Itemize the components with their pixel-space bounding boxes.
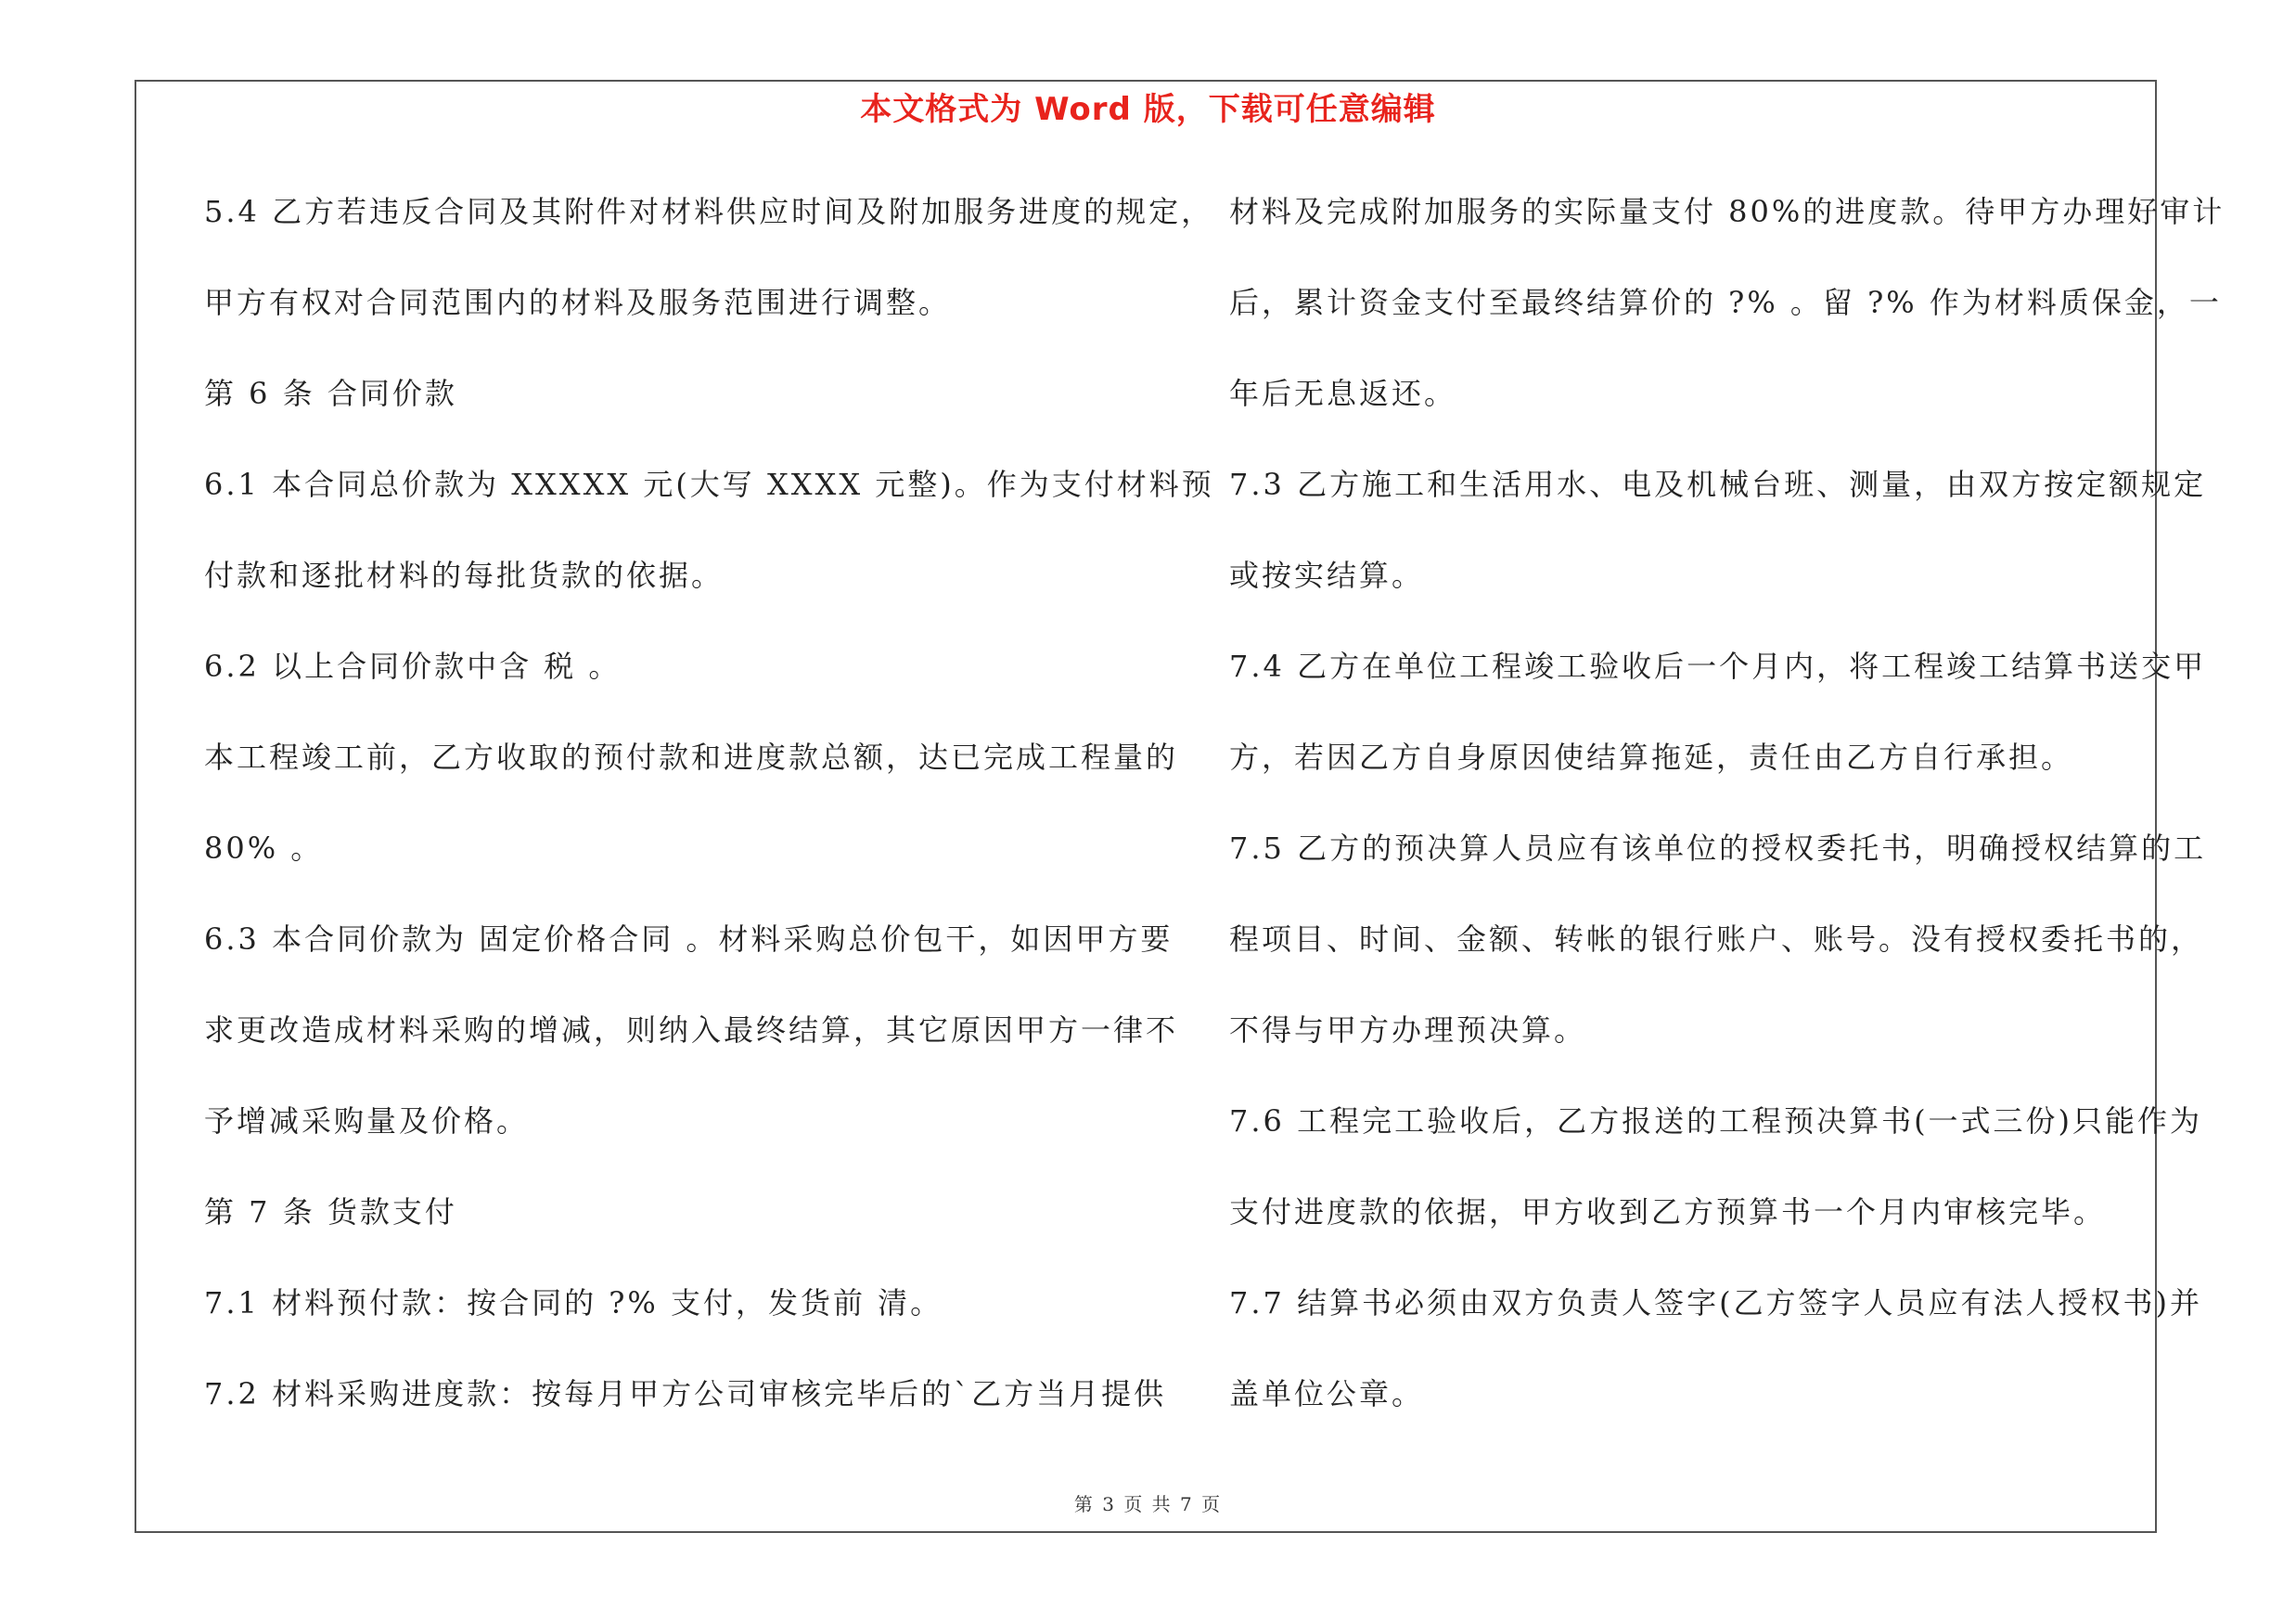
document-header-notice: 本文格式为 Word 版，下载可任意编辑 [860,91,1436,128]
right-line-3: 年后无息返还。 [1229,376,1457,411]
left-line-6: 6.2 以上合同价款中含 税 。 [204,649,622,684]
right-line-9: 程项目、时间、金额、转帐的银行账户、账号。没有授权委托书的， [1229,921,2204,957]
left-section-heading-6: 第 6 条 合同价款 [204,376,457,411]
right-line-7: 方，若因乙方自身原因使结算拖延，责任由乙方自行承担。 [1229,740,2074,775]
right-line-4: 7.3 乙方施工和生活用水、电及机械台班、测量，由双方按定额规定 [1229,467,2207,502]
left-line-13: 7.1 材料预付款：按合同的 ?% 支付，发货前 清。 [204,1285,943,1320]
left-line-2: 甲方有权对合同范围内的材料及服务范围进行调整。 [204,285,952,320]
right-line-10: 不得与甲方办理预决算。 [1229,1012,1587,1048]
left-line-9: 6.3 本合同价款为 固定价格合同 。材料采购总价包干，如因甲方要 [204,921,1174,957]
left-line-5: 付款和逐批材料的每批货款的依据。 [204,558,725,593]
left-line-14: 7.2 材料采购进度款：按每月甲方公司审核完毕后的`乙方当月提供 [204,1376,1167,1411]
left-line-4: 6.1 本合同总价款为 XXXXX 元(大写 XXXX 元整)。作为支付材料预 [204,467,1214,502]
right-line-1: 材料及完成附加服务的实际量支付 80%的进度款。待甲方办理好审计 [1229,194,2225,229]
left-line-1: 5.4 乙方若违反合同及其附件对材料供应时间及附加服务进度的规定， [204,194,1214,229]
right-line-5: 或按实结算。 [1229,558,1425,593]
left-section-heading-7: 第 7 条 货款支付 [204,1194,457,1230]
left-line-8: 80% 。 [204,831,324,866]
right-line-12: 支付进度款的依据，甲方收到乙方预算书一个月内审核完毕。 [1229,1194,2107,1230]
right-line-2: 后，累计资金支付至最终结算价的 ?% 。留 ?% 作为材料质保金，一 [1229,285,2222,320]
right-line-14: 盖单位公章。 [1229,1376,1425,1411]
left-line-10: 求更改造成材料采购的增减，则纳入最终结算，其它原因甲方一律不 [204,1012,1179,1048]
left-line-11: 予增减采购量及价格。 [204,1103,530,1139]
left-line-7: 本工程竣工前，乙方收取的预付款和进度款总额，达已完成工程量的 [204,740,1179,775]
right-line-11: 7.6 工程完工验收后，乙方报送的工程预决算书(一式三份)只能作为 [1229,1103,2203,1139]
page-number-footer: 第 3 页 共 7 页 [1073,1493,1223,1515]
right-line-8: 7.5 乙方的预决算人员应有该单位的授权委托书，明确授权结算的工 [1229,831,2207,866]
right-line-13: 7.7 结算书必须由双方负责人签字(乙方签字人员应有法人授权书)并 [1229,1285,2203,1320]
right-line-6: 7.4 乙方在单位工程竣工验收后一个月内，将工程竣工结算书送交甲 [1229,649,2207,684]
